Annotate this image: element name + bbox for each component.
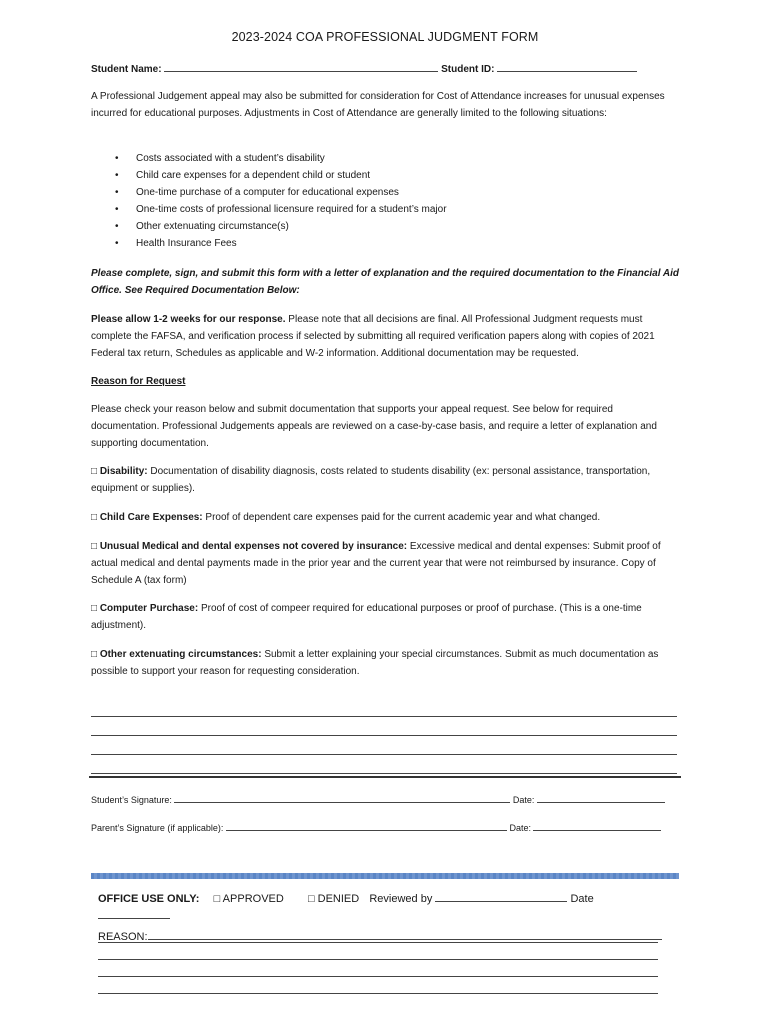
situation-text: Other extenuating circumstance(s) xyxy=(136,221,289,232)
office-band xyxy=(91,873,679,879)
explanation-line[interactable] xyxy=(91,717,677,736)
student-name-label: Student Name: xyxy=(91,64,162,75)
bullet-icon: • xyxy=(115,238,119,249)
reason-option xyxy=(91,463,683,497)
student-signature-label: Student’s Signature: xyxy=(91,795,172,805)
reason-text: Submit a letter explaining your special circumstances. Submit as much documentation as possible to support your reason for requesting consideration. xyxy=(91,649,659,677)
reviewed-by-field[interactable] xyxy=(435,891,567,902)
parent-date-field[interactable] xyxy=(533,820,661,831)
reason-option xyxy=(91,600,683,634)
office-use-label: OFFICE USE ONLY: xyxy=(98,893,200,905)
instruction-text: Please complete, sign, and submit this form with a letter of explanation and the required documentation to the Financial Aid Office. See Required Documentation Below: xyxy=(91,268,680,296)
explanation-line[interactable] xyxy=(91,736,677,755)
reason-heading: Reason for Request xyxy=(91,376,186,387)
allow-paragraph xyxy=(91,311,683,362)
bullet-icon: • xyxy=(115,153,119,164)
reason-label: Other extenuating circumstances: xyxy=(99,649,262,660)
intro-paragraph: A Professional Judgement appeal may also be submitted for consideration for Cost of Attendance increases for unusual expenses incurred for educational purposes. Adjustments in Cost of Attendance are generally limited to the following situations: xyxy=(91,91,665,119)
student-date-field[interactable] xyxy=(537,792,665,803)
reason-option xyxy=(91,538,683,589)
bullet-icon: • xyxy=(115,221,119,232)
bullet-icon: • xyxy=(115,170,119,181)
bullet-icon: • xyxy=(115,204,119,215)
reason-option xyxy=(91,509,683,526)
reason-checkbox[interactable]: □ xyxy=(91,512,98,523)
reason-checkbox[interactable]: □ xyxy=(91,603,98,614)
reason-text: Documentation of disability diagnosis, costs related to students disability (ex: personal assistance, transportation, equipment or supplies). xyxy=(91,466,651,494)
denied-checkbox[interactable]: □ DENIED xyxy=(307,893,360,905)
situation-item xyxy=(91,150,447,167)
student-name-field[interactable] xyxy=(164,61,438,72)
form-title: 2023-2024 COA PROFESSIONAL JUDGMENT FORM xyxy=(231,30,539,44)
reason-text: Proof of cost of compeer required for educational purposes or proof of purchase. (This is a one-time adjustment). xyxy=(91,603,642,631)
explanation-line[interactable] xyxy=(91,698,677,717)
situation-item xyxy=(91,235,447,252)
situation-item xyxy=(91,184,447,201)
section-divider xyxy=(89,776,681,778)
situation-item xyxy=(91,201,447,218)
reason-text: Excessive medical and dental expenses: Submit proof of actual medical and dental payments made in the prior year and the current year that were not reimbursed by insurance. Copy of Schedule A (tax form) xyxy=(91,541,661,586)
situation-item xyxy=(91,218,447,235)
situation-list xyxy=(91,150,447,252)
office-reason-line[interactable] xyxy=(98,960,658,977)
situation-text: One-time costs of professional licensure required for a student’s major xyxy=(136,204,447,215)
reason-label: Unusual Medical and dental expenses not covered by insurance: xyxy=(99,541,408,552)
parent-date-label: Date: xyxy=(509,823,531,833)
reason-intro: Please check your reason below and submit documentation that supports your appeal request. See below for required documentation. Professional Judgements appeals are reviewed on a case-by-case basis, and require a letter of explanation and supporting documentation. xyxy=(91,404,657,449)
bullet-icon: • xyxy=(115,187,119,198)
situation-text: Health Insurance Fees xyxy=(136,238,237,249)
approved-checkbox[interactable]: □ APPROVED xyxy=(213,893,284,905)
reason-option xyxy=(91,646,683,680)
reason-label: Child Care Expenses: xyxy=(99,512,203,523)
reason-checkbox[interactable]: □ xyxy=(91,649,98,660)
allow-text: Please note that all decisions are final. All Professional Judgment requests must complete the FAFSA, and verification process if selected by submitting all required verification papers along with copies of 2021 Federal tax return, Schedules as applicable and W-2 information. Additional documentation may be requested. xyxy=(91,314,655,359)
office-reason-line[interactable] xyxy=(98,977,658,994)
student-id-field[interactable] xyxy=(497,61,637,72)
situation-item xyxy=(91,167,447,184)
office-reason-lines[interactable] xyxy=(98,926,658,994)
office-reason-line[interactable] xyxy=(98,943,658,960)
situation-text: One-time purchase of a computer for educational expenses xyxy=(136,187,399,198)
student-info-row xyxy=(91,61,683,78)
parent-signature-row xyxy=(91,820,683,837)
allow-bold: Please allow 1-2 weeks for our response. xyxy=(91,314,286,325)
office-date-field[interactable] xyxy=(98,908,170,919)
reason-checkbox[interactable]: □ xyxy=(91,541,98,552)
office-date-label: Date xyxy=(570,893,594,905)
student-signature-row xyxy=(91,792,683,809)
student-id-label: Student ID: xyxy=(441,64,495,75)
student-signature-field[interactable] xyxy=(174,792,510,803)
office-reason-line[interactable] xyxy=(98,926,658,943)
reason-text: Proof of dependent care expenses paid for the current academic year and what changed. xyxy=(202,512,601,523)
explanation-line[interactable] xyxy=(91,755,677,774)
situation-text: Child care expenses for a dependent child or student xyxy=(136,170,371,181)
reason-checkbox[interactable]: □ xyxy=(91,466,98,477)
reason-label: Disability: xyxy=(99,466,148,477)
student-date-label: Date: xyxy=(512,795,535,805)
reason-label: Computer Purchase: xyxy=(99,603,199,614)
parent-signature-label: Parent’s Signature (if applicable): xyxy=(91,823,224,833)
situation-text: Costs associated with a student’s disability xyxy=(136,153,325,164)
explanation-lines[interactable] xyxy=(91,698,677,774)
reviewed-by-label: Reviewed by xyxy=(369,893,433,905)
parent-signature-field[interactable] xyxy=(226,820,507,831)
office-reason-label: REASON: xyxy=(98,931,148,943)
